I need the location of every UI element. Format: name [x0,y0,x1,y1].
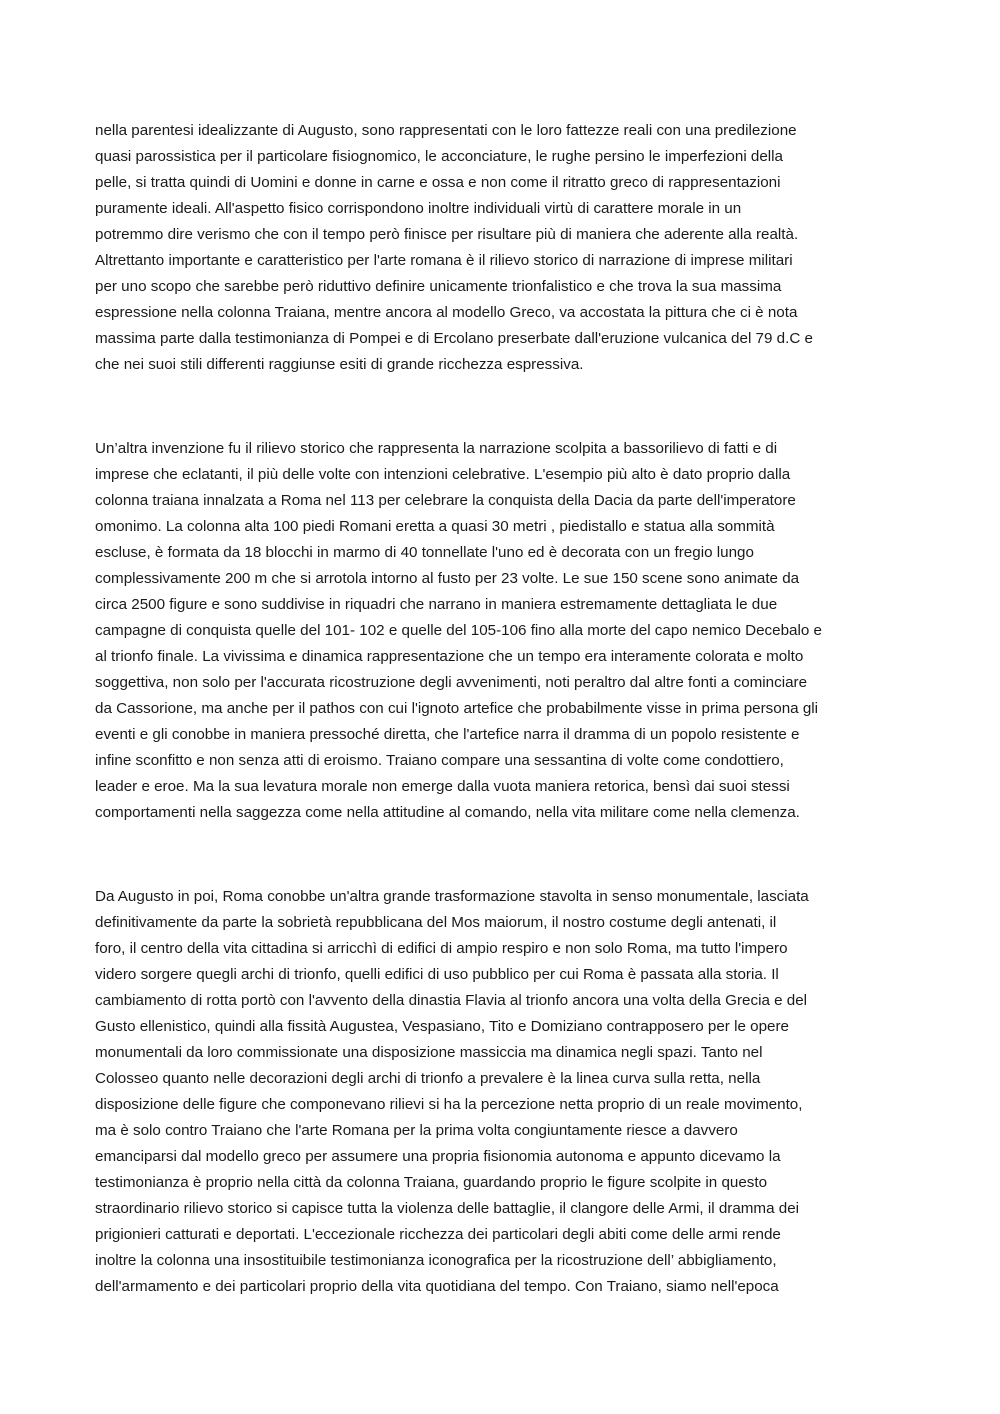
text-line: videro sorgere quegli archi di trionfo, quelli edifici di uso pubblico per cui Roma è passata alla storia. Il [95,966,779,983]
text-line: emanciparsi dal modello greco per assumere una propria fisionomia autonoma e appunto dicevamo la [95,1148,781,1165]
text-line: espressione nella colonna Traiana, mentre ancora al modello Greco, va accostata la pittura che ci è nota [95,304,798,321]
text-line: leader e eroe. Ma la sua levatura morale non emerge dalla vuota maniera retorica, bensì dai suoi stessi [95,778,790,795]
text-line: straordinario rilievo storico si capisce tutta la violenza delle battaglie, il clangore delle Armi, il dramma dei [95,1200,800,1217]
text-line: da Cassorione, ma anche per il pathos con cui l'ignoto artefice che probabilmente visse in prima persona gli [95,700,819,717]
text-line: quasi parossistica per il particolare fisiognomico, le acconciature, le rughe persino le imperfezioni della [95,148,784,165]
text-line: Un’altra invenzione fu il rilievo storico che rappresenta la narrazione scolpita a bassorilievo di fatti e di [95,440,778,457]
text-line: ma è solo contro Traiano che l'arte Romana per la prima volta congiuntamente riesce a davvero [95,1122,738,1139]
text-line: cambiamento di rotta portò con l'avvento della dinastia Flavia al trionfo ancora una volta della Grecia e del [95,992,808,1009]
text-line: escluse, è formata da 18 blocchi in marmo di 40 tonnellate l'uno ed è decorata con un fregio lungo [95,544,754,561]
text-line: Gusto ellenistico, quindi alla fissità Augustea, Vespasiano, Tito e Domiziano contrapposero per le opere [95,1018,789,1035]
text-line: monumentali da loro commissionate una disposizione massiccia ma dinamica negli spazi. Tanto nel [95,1044,763,1061]
text-line: inoltre la colonna una insostituibile testimonianza iconografica per la ricostruzione dell’ abbigliamento, [95,1252,777,1269]
text-line: pelle, si tratta quindi di Uomini e donne in carne e ossa e non come il ritratto greco di rappresentazioni [95,174,781,191]
paragraph-monumental-transformation [95,884,909,1300]
text-line: per uno scopo che sarebbe però riduttivo definire unicamente trionfalistico e che trova la sua massima [95,278,782,295]
text-line: Colosseo quanto nelle decorazioni degli archi di trionfo a prevalere è la linea curva sulla retta, nella [95,1070,761,1087]
text-line: Altrettanto importante e caratteristico per l'arte romana è il rilievo storico di narrazione di imprese militari [95,252,793,269]
text-line: nella parentesi idealizzante di Augusto, sono rappresentati con le loro fattezze reali con una predilezione [95,122,797,139]
text-line: campagne di conquista quelle del 101- 102 e quelle del 105-106 fino alla morte del capo nemico Decebalo e [95,622,822,639]
paragraph-augustan-portraiture [95,118,909,378]
text-line: al trionfo finale. La vivissima e dinamica rappresentazione che un tempo era interamente colorata e molto [95,648,804,665]
text-line: prigionieri catturati e deportati. L'eccezionale ricchezza dei particolari degli abiti come delle armi rende [95,1226,781,1243]
text-line: imprese che eclatanti, il più delle volte con intenzioni celebrative. L'esempio più alto è dato proprio dalla [95,466,791,483]
text-line: dell'armamento e dei particolari proprio della vita quotidiana del tempo. Con Traiano, siamo nell'epoca [95,1278,779,1295]
text-line: infine sconfitto e non senza atti di eroismo. Traiano compare una sessantina di volte come condottiero, [95,752,784,769]
text-line: colonna traiana innalzata a Roma nel 113 per celebrare la conquista della Dacia da parte dell'imperatore [95,492,796,509]
text-line: complessivamente 200 m che si arrotola intorno al fusto per 23 volte. Le sue 150 scene sono animate da [95,570,800,587]
text-line: definitivamente da parte la sobrietà repubblicana del Mos maiorum, il nostro costume degli antenati, il [95,914,777,931]
paragraph-historical-relief-trajan-column [95,436,909,826]
text-line: potremmo dire verismo che con il tempo però finisce per risultare più di maniera che aderente alla realtà. [95,226,799,243]
text-line: omonimo. La colonna alta 100 piedi Romani eretta a quasi 30 metri , piedistallo e statua alla sommità [95,518,775,535]
text-line: che nei suoi stili differenti raggiunse esiti di grande ricchezza espressiva. [95,356,584,373]
text-line: Da Augusto in poi, Roma conobbe un'altra grande trasformazione stavolta in senso monumentale, lasciata [95,888,809,905]
text-line: foro, il centro della vita cittadina si arricchì di edifici di ampio respiro e non solo Roma, ma tutto l'impero [95,940,788,957]
text-line: eventi e gli conobbe in maniera pressoché diretta, che l'artefice narra il dramma di un popolo resistente e [95,726,800,743]
text-line: circa 2500 figure e sono suddivise in riquadri che narrano in maniera estremamente dettagliata le due [95,596,778,613]
text-line: soggettiva, non solo per l'accurata ricostruzione degli avvenimenti, noti peraltro dal altre fonti a cominciare [95,674,808,691]
text-line: comportamenti nella saggezza come nella attitudine al comando, nella vita militare come nella clemenza. [95,804,800,821]
text-line: massima parte dalla testimonianza di Pompei e di Ercolano preserbate dall'eruzione vulcanica del 79 d.C e [95,330,813,347]
text-line: puramente ideali. All'aspetto fisico corrispondono inoltre individuali virtù di carattere morale in un [95,200,742,217]
text-line: disposizione delle figure che componevano rilievi si ha la percezione netta proprio di un reale movimento, [95,1096,803,1113]
text-line: testimonianza è proprio nella città da colonna Traiana, guardando proprio le figure scolpite in questo [95,1174,768,1191]
